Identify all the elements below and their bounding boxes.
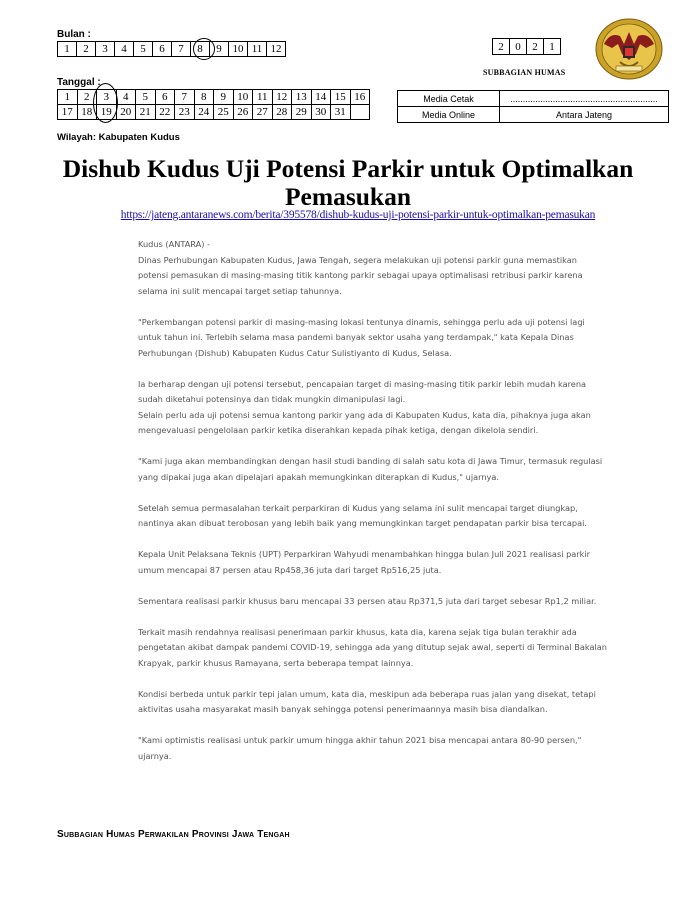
tanggal-cell: 8 bbox=[194, 90, 214, 105]
bulan-cell: 10 bbox=[229, 42, 248, 57]
tanggal-cell: 16 bbox=[350, 90, 370, 105]
article-paragraph: Selain perlu ada uji potensi semua kantong parkir yang ada di Kabupaten Kudus, kata dia, pihaknya juga akan mengevaluasi pengelolaan parkir ketika diserahkan kepada pihak ketiga, dengan dikelola sendiri. bbox=[138, 409, 591, 435]
bulan-cell: 2 bbox=[77, 42, 96, 57]
bulan-label: Bulan : bbox=[57, 29, 91, 40]
media-table bbox=[397, 90, 669, 123]
tanggal-cell: 7 bbox=[175, 90, 195, 105]
tanggal-cell: 2 bbox=[77, 90, 97, 105]
article-url-link[interactable]: https://jateng.antaranews.com/berita/395578/dishub-kudus-uji-potensi-parkir-untuk-optimalkan-pemasukan bbox=[120, 209, 596, 221]
article-paragraph: Dinas Perhubungan Kabupaten Kudus, Jawa Tengah, segera melakukan uji potensi parkir guna memastikan potensi pemasukan di masing-masing titik kantong parkir sebagai upaya optimalisasi retribusi parkir karena selama ini sulit mencapai target setiap tahunnya. bbox=[138, 254, 583, 296]
article-title: Dishub Kudus Uji Potensi Parkir untuk Optimalkan Pemasukan bbox=[62, 154, 634, 211]
bulan-cell: 9 bbox=[210, 42, 229, 57]
tanggal-label: Tanggal : bbox=[57, 77, 101, 88]
tanggal-cell: 5 bbox=[136, 90, 156, 105]
bulan-cell: 5 bbox=[134, 42, 153, 57]
tanggal-cell: 22 bbox=[155, 105, 175, 120]
tanggal-cell: 25 bbox=[214, 105, 234, 120]
tanggal-cell: 17 bbox=[58, 105, 78, 120]
tanggal-cell bbox=[350, 105, 370, 120]
article-paragraph: Ia berharap dengan uji potensi tersebut, pencapaian target di masing-masing titik parkir lebih mudah karena sudah diketahui potensinya dan tidak mungkin dimanipulasi lagi. bbox=[138, 378, 587, 404]
subbagian-humas-label: SUBBAGIAN HUMAS bbox=[483, 68, 566, 77]
tanggal-cell: 1 bbox=[58, 90, 78, 105]
article-paragraph: "Kami optimistis realisasi untuk parkir umum hingga akhir tahun 2021 bisa mencapai antara 80-90 persen," ujarnya. bbox=[138, 735, 582, 761]
bulan-cell: 7 bbox=[172, 42, 191, 57]
media-cetak-value: ........................................................... bbox=[500, 91, 669, 107]
tanggal-cell: 14 bbox=[311, 90, 331, 105]
year-digit: 1 bbox=[544, 39, 561, 55]
bulan-cell: 12 bbox=[267, 42, 286, 57]
tanggal-cell: 30 bbox=[311, 105, 331, 120]
tanggal-cell: 26 bbox=[233, 105, 253, 120]
bulan-cell: 6 bbox=[153, 42, 172, 57]
tanggal-cell: 21 bbox=[136, 105, 156, 120]
tanggal-cell: 24 bbox=[194, 105, 214, 120]
tanggal-cell: 13 bbox=[292, 90, 312, 105]
article-paragraph: "Perkembangan potensi parkir di masing-masing lokasi tentunya dinamis, sehingga perlu ada uji potensi lagi untuk tahun ini. Terlebih selama masa pandemi banyak sektor usaha yang terdampak," kata Kepala Dinas Perhubungan (Dishub) Kabupaten Kudus Catur Sulistiyanto di Kudus, Selasa. bbox=[138, 316, 585, 358]
year-digit: 2 bbox=[527, 39, 544, 55]
year-grid bbox=[492, 38, 561, 55]
tanggal-cell: 6 bbox=[155, 90, 175, 105]
article-paragraph: Terkait masih rendahnya realisasi penerimaan parkir khusus, kata dia, karena sejak tiga bulan terakhir ada pengetatan akibat dampak pandemi COVID-19, sehingga ada yang ditutup sejak awal, seperti di Terminal Bakalan Krapyak, parkir khusus Ramayana, serta beberapa tempat lainnya. bbox=[138, 626, 607, 668]
tanggal-cell: 27 bbox=[253, 105, 273, 120]
footer-label: Subbagian Humas Perwakilan Provinsi Jawa Tengah bbox=[57, 829, 290, 840]
tanggal-cell: 15 bbox=[331, 90, 351, 105]
tanggal-cell: 11 bbox=[253, 90, 273, 105]
media-online-label: Media Online bbox=[398, 107, 500, 123]
article-paragraph: Kepala Unit Pelaksana Teknis (UPT) Perparkiran Wahyudi menambahkan hingga bulan Juli 2021 realisasi parkir umum mencapai 87 persen atau Rp458,36 juta dari target Rp516,25 juta. bbox=[138, 549, 591, 575]
article-paragraph: Kondisi berbeda untuk parkir tepi jalan umum, kata dia, meskipun ada beberapa ruas jalan yang disekat, tetapi aktivitas usaha masyarakat masih banyak sehingga potensi penerimaannya masih bisa diandalkan. bbox=[138, 688, 596, 714]
bulan-grid bbox=[57, 41, 286, 57]
tanggal-cell: 9 bbox=[214, 90, 234, 105]
article-dateline: Kudus (ANTARA) - bbox=[138, 239, 210, 249]
bulan-cell: 11 bbox=[248, 42, 267, 57]
article-paragraph: Sementara realisasi parkir khusus baru mencapai 33 persen atau Rp371,5 juta dari target sebesar Rp1,2 miliar. bbox=[138, 595, 597, 606]
year-digit: 2 bbox=[493, 39, 510, 55]
tanggal-cell: 3 bbox=[97, 90, 117, 105]
tanggal-cell: 4 bbox=[116, 90, 136, 105]
year-digit: 0 bbox=[510, 39, 527, 55]
media-cetak-label: Media Cetak bbox=[398, 91, 500, 107]
tanggal-cell: 31 bbox=[331, 105, 351, 120]
tanggal-cell: 23 bbox=[175, 105, 195, 120]
tanggal-selection-circle bbox=[93, 83, 118, 123]
tanggal-cell: 19 bbox=[97, 105, 117, 120]
wilayah-label: Wilayah: Kabupaten Kudus bbox=[57, 132, 180, 143]
media-online-value: Antara Jateng bbox=[500, 107, 669, 123]
garuda-emblem-icon bbox=[590, 14, 668, 84]
bulan-selection-circle bbox=[193, 38, 215, 60]
tanggal-cell: 28 bbox=[272, 105, 292, 120]
article-paragraph: "Kami juga akan membandingkan dengan hasil studi banding di salah satu kota di Jawa Timur, termasuk regulasi yang dipakai juga akan dipelajari apakah memungkinkan diterapkan di Kudus," ujarnya. bbox=[138, 456, 603, 482]
bulan-cell: 3 bbox=[96, 42, 115, 57]
tanggal-cell: 18 bbox=[77, 105, 97, 120]
article-body bbox=[138, 237, 608, 780]
bulan-cell: 8 bbox=[191, 42, 210, 57]
tanggal-cell: 29 bbox=[292, 105, 312, 120]
tanggal-cell: 12 bbox=[272, 90, 292, 105]
bulan-cell: 1 bbox=[58, 42, 77, 57]
article-paragraph: Setelah semua permasalahan terkait perparkiran di Kudus yang selama ini sulit mencapai target diungkap, nantinya akan dibuat terobosan yang lebih baik yang memungkinkan target pendapatan parkir bisa tercapai. bbox=[138, 502, 587, 528]
bulan-cell: 4 bbox=[115, 42, 134, 57]
tanggal-cell: 10 bbox=[233, 90, 253, 105]
tanggal-cell: 20 bbox=[116, 105, 136, 120]
